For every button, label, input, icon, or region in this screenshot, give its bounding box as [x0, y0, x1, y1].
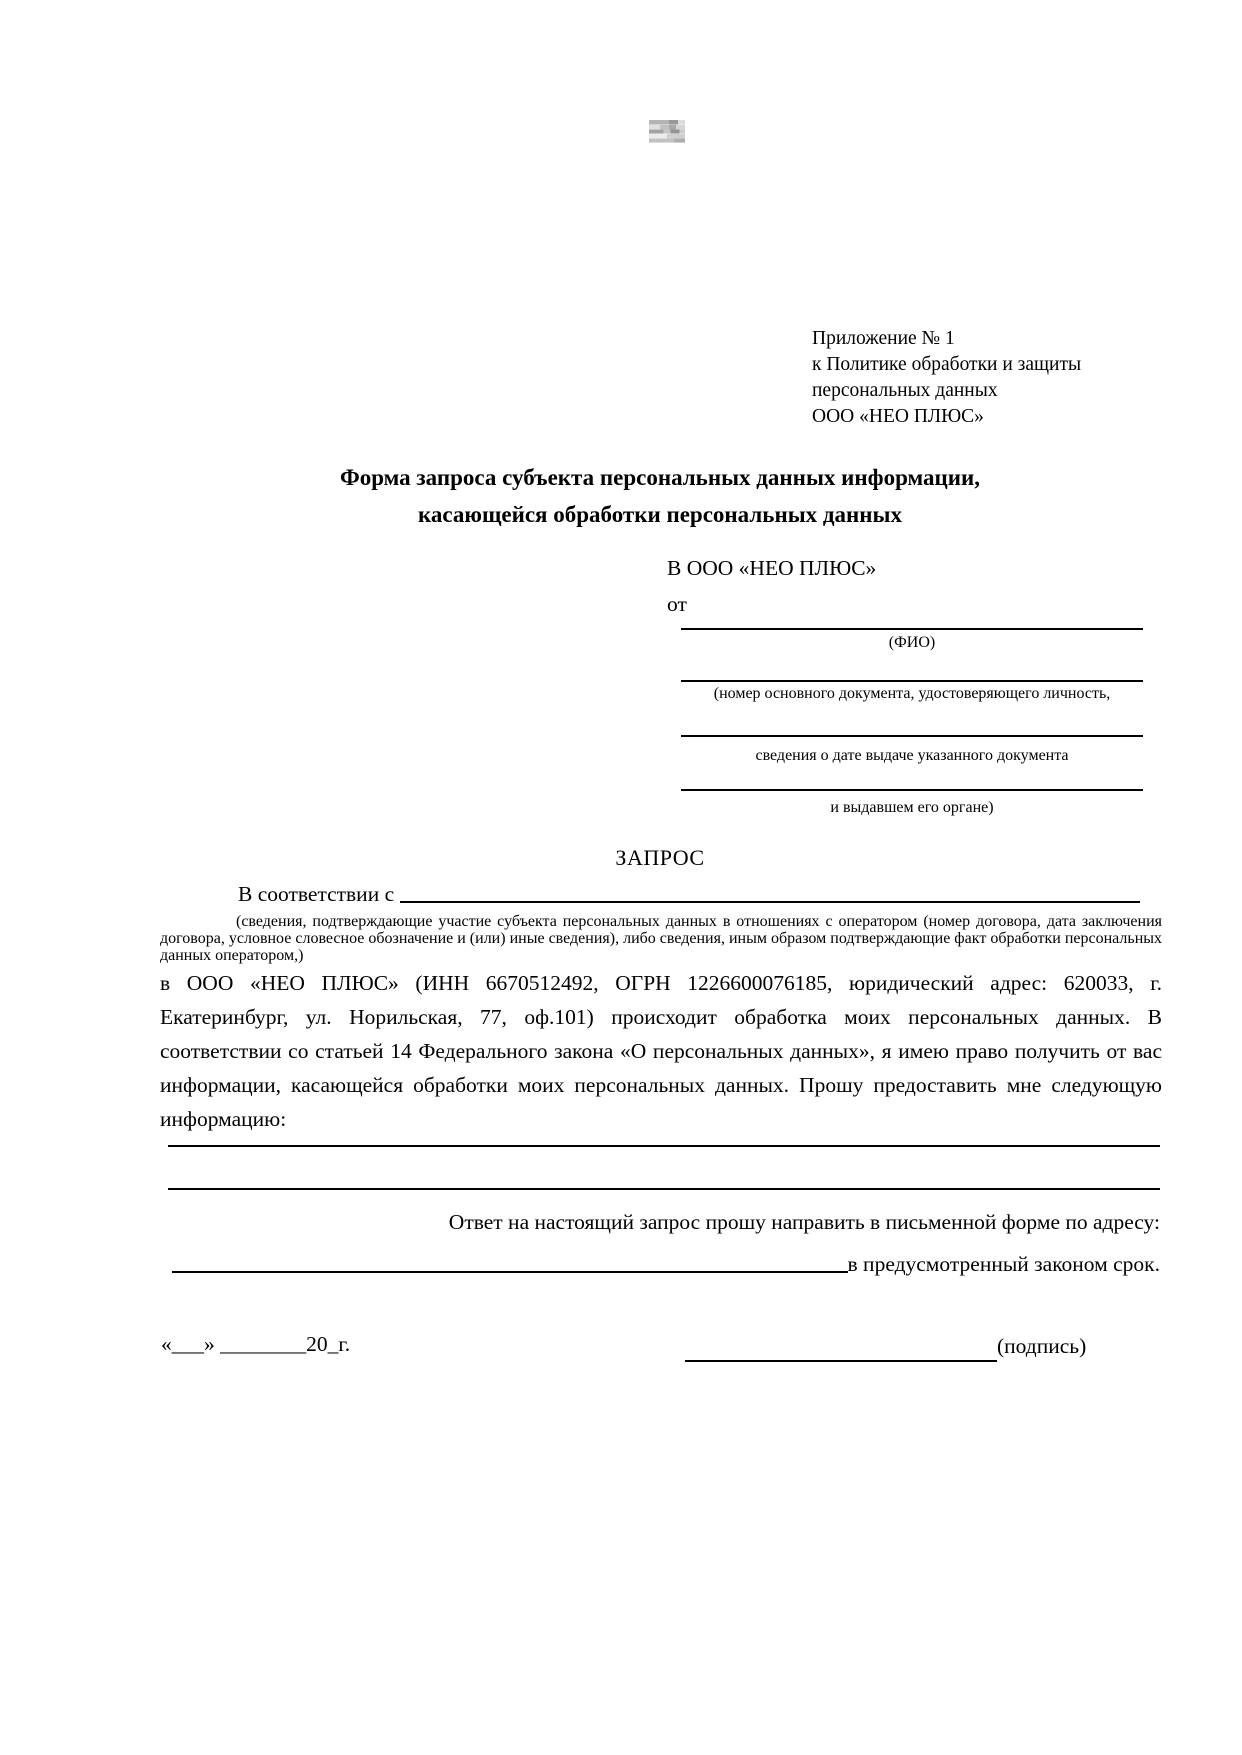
request-body-paragraph: в ООО «НЕО ПЛЮС» (ИНН 6670512492, ОГРН 1226600076185, юридический адрес: 620033, г. Екатеринбург, ул. Норильская, 77, оф.101) происходит обработка моих персональных данных. В соответствии со статьей 14 Федерального закона «О персональных данных», я имею право получить от вас информации, касающейся обработки моих персональных данных. Прошу предоставить мне следующую информацию:: [160, 971, 1162, 1131]
date-blank-template: «___» ________20_г.: [161, 1332, 351, 1356]
fio-caption: (ФИО): [888, 634, 936, 651]
issuing-authority-caption: и выдавшем его органе): [830, 799, 994, 816]
request-heading: ЗАПРОС: [615, 845, 705, 870]
document-date-caption: сведения о дате выдаче указанного документа: [755, 747, 1069, 764]
addressee-organization: В ООО «НЕО ПЛЮС»: [667, 556, 877, 580]
document-number-blank-line: [681, 680, 1143, 682]
annex-note-line: ООО «НЕО ПЛЮС»: [812, 406, 984, 427]
information-blank-line-2: [168, 1188, 1160, 1190]
fio-blank-line: [681, 628, 1143, 630]
answer-address-tail: в предусмотренный законом срок.: [847, 1252, 1160, 1276]
basis-blank-line: [400, 901, 1140, 903]
document-date-blank-line: [681, 735, 1143, 737]
information-blank-line-1: [168, 1145, 1160, 1147]
annex-note-line: Приложение № 1: [812, 328, 955, 349]
answer-address-blank-line: [172, 1271, 848, 1273]
basis-row: [238, 882, 1140, 907]
page-title-line2: касающейся обработки персональных данных: [417, 502, 903, 527]
document-thumbnail-image: [649, 120, 685, 143]
basis-lead-text: В соответствии с: [238, 882, 395, 906]
page-title: [160, 459, 1160, 533]
answer-address-intro: Ответ на настоящий запрос прошу направить в письменной форме по адресу:: [448, 1210, 1160, 1234]
answer-address-row: [172, 1252, 1160, 1277]
issuing-authority-blank-line: [681, 789, 1143, 791]
signature-blank-line: [685, 1360, 997, 1362]
basis-footnote: (сведения, подтверждающие участие субъекта персональных данных в отношениях с оператором (номер договора, дата заключения договора, условное словесное обозначение и (или) иные сведения), либо сведения, иным образом подтверждающие факт обработки персональных данных оператором,): [160, 913, 1162, 964]
annex-note: [812, 326, 1081, 430]
annex-note-line: к Политике обработки и защиты: [812, 354, 1082, 375]
signature-caption: (подпись): [997, 1334, 1087, 1358]
page-title-line1: Форма запроса субъекта персональных данных информации,: [339, 465, 981, 490]
addressee-from-label: от: [667, 592, 687, 616]
annex-note-line: персональных данных: [812, 380, 998, 401]
document-number-caption: (номер основного документа, удостоверяющего личность,: [713, 685, 1111, 702]
